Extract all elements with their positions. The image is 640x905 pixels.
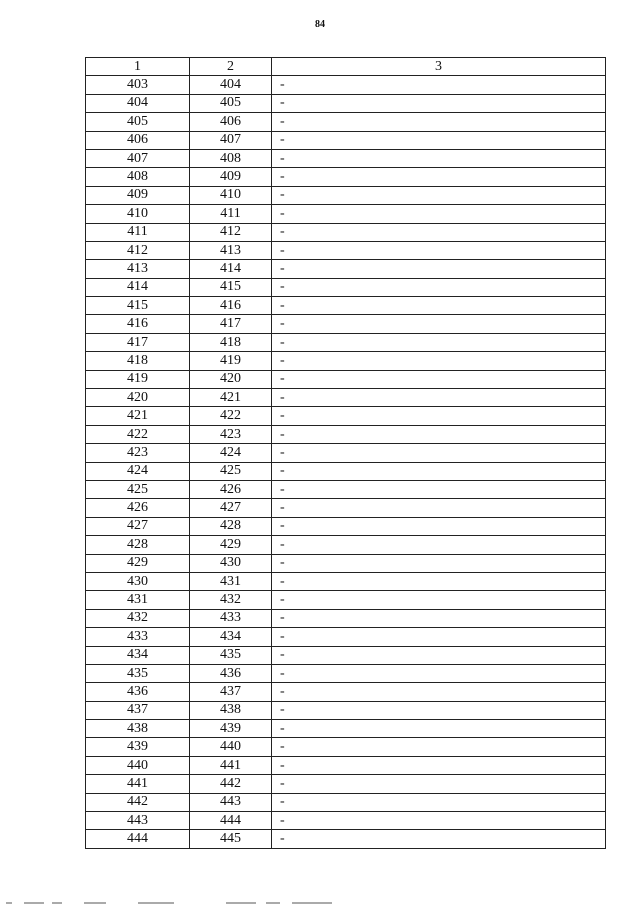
row-col2-cell: 439	[190, 720, 272, 738]
row-col1-cell: 441	[86, 775, 190, 793]
row-col3-cell: -	[272, 830, 606, 848]
row-col2-cell: 413	[190, 241, 272, 259]
row-col3-cell: -	[272, 260, 606, 278]
row-col1-cell: 435	[86, 664, 190, 682]
row-col1-cell: 438	[86, 720, 190, 738]
table-row	[86, 517, 606, 535]
row-col3-cell: -	[272, 76, 606, 94]
row-col3-cell: -	[272, 664, 606, 682]
row-col2-cell: 417	[190, 315, 272, 333]
table-row	[86, 444, 606, 462]
table-row	[86, 664, 606, 682]
row-col2-cell: 442	[190, 775, 272, 793]
row-col3-cell: -	[272, 756, 606, 774]
table-row	[86, 94, 606, 112]
row-col2-cell: 445	[190, 830, 272, 848]
table-row	[86, 389, 606, 407]
table-row	[86, 241, 606, 259]
row-col3-cell: -	[272, 646, 606, 664]
table-header-row	[86, 58, 606, 76]
row-col1-cell: 412	[86, 241, 190, 259]
table-row	[86, 499, 606, 517]
row-col3-cell: -	[272, 94, 606, 112]
row-col1-cell: 409	[86, 186, 190, 204]
column-header-1: 1	[86, 58, 190, 76]
table-row	[86, 205, 606, 223]
table-row	[86, 223, 606, 241]
row-col3-cell: -	[272, 628, 606, 646]
row-col3-cell: -	[272, 517, 606, 535]
table-row	[86, 297, 606, 315]
row-col2-cell: 424	[190, 444, 272, 462]
row-col1-cell: 440	[86, 756, 190, 774]
row-col1-cell: 436	[86, 683, 190, 701]
row-col3-cell: -	[272, 205, 606, 223]
table-row	[86, 701, 606, 719]
table-row	[86, 683, 606, 701]
row-col1-cell: 414	[86, 278, 190, 296]
row-col3-cell: -	[272, 223, 606, 241]
row-col3-cell: -	[272, 572, 606, 590]
row-col3-cell: -	[272, 315, 606, 333]
row-col1-cell: 430	[86, 572, 190, 590]
row-col3-cell: -	[272, 591, 606, 609]
row-col2-cell: 421	[190, 389, 272, 407]
row-col2-cell: 425	[190, 462, 272, 480]
row-col1-cell: 422	[86, 425, 190, 443]
row-col2-cell: 435	[190, 646, 272, 664]
row-col2-cell: 436	[190, 664, 272, 682]
table-row	[86, 572, 606, 590]
row-col1-cell: 425	[86, 480, 190, 498]
row-col1-cell: 420	[86, 389, 190, 407]
row-col2-cell: 438	[190, 701, 272, 719]
row-col1-cell: 413	[86, 260, 190, 278]
row-col2-cell: 409	[190, 168, 272, 186]
column-header-2: 2	[190, 58, 272, 76]
row-col2-cell: 418	[190, 333, 272, 351]
row-col2-cell: 443	[190, 793, 272, 811]
table-row	[86, 333, 606, 351]
row-col1-cell: 404	[86, 94, 190, 112]
row-col3-cell: -	[272, 425, 606, 443]
row-col1-cell: 442	[86, 793, 190, 811]
row-col3-cell: -	[272, 738, 606, 756]
row-col3-cell: -	[272, 793, 606, 811]
row-col2-cell: 416	[190, 297, 272, 315]
data-table	[85, 57, 606, 849]
row-col1-cell: 403	[86, 76, 190, 94]
row-col3-cell: -	[272, 701, 606, 719]
table-row	[86, 628, 606, 646]
row-col1-cell: 444	[86, 830, 190, 848]
table-row	[86, 536, 606, 554]
row-col3-cell: -	[272, 720, 606, 738]
table-row	[86, 812, 606, 830]
row-col2-cell: 407	[190, 131, 272, 149]
row-col3-cell: -	[272, 609, 606, 627]
table-row	[86, 370, 606, 388]
row-col2-cell: 406	[190, 113, 272, 131]
row-col1-cell: 434	[86, 646, 190, 664]
row-col3-cell: -	[272, 775, 606, 793]
row-col1-cell: 437	[86, 701, 190, 719]
table-row	[86, 425, 606, 443]
table-row	[86, 609, 606, 627]
row-col3-cell: -	[272, 554, 606, 572]
table-row	[86, 168, 606, 186]
row-col1-cell: 431	[86, 591, 190, 609]
row-col3-cell: -	[272, 131, 606, 149]
row-col1-cell: 419	[86, 370, 190, 388]
table-row	[86, 554, 606, 572]
row-col1-cell: 417	[86, 333, 190, 351]
row-col2-cell: 420	[190, 370, 272, 388]
row-col1-cell: 421	[86, 407, 190, 425]
table-row	[86, 720, 606, 738]
row-col2-cell: 428	[190, 517, 272, 535]
table-row	[86, 315, 606, 333]
scan-artifact	[0, 899, 640, 905]
table-row	[86, 186, 606, 204]
row-col2-cell: 426	[190, 480, 272, 498]
row-col3-cell: -	[272, 407, 606, 425]
row-col2-cell: 430	[190, 554, 272, 572]
row-col1-cell: 407	[86, 149, 190, 167]
row-col3-cell: -	[272, 499, 606, 517]
row-col1-cell: 408	[86, 168, 190, 186]
row-col2-cell: 412	[190, 223, 272, 241]
row-col2-cell: 444	[190, 812, 272, 830]
row-col3-cell: -	[272, 389, 606, 407]
row-col1-cell: 423	[86, 444, 190, 462]
row-col2-cell: 415	[190, 278, 272, 296]
column-header-3: 3	[272, 58, 606, 76]
row-col3-cell: -	[272, 536, 606, 554]
row-col1-cell: 418	[86, 352, 190, 370]
row-col2-cell: 434	[190, 628, 272, 646]
row-col3-cell: -	[272, 370, 606, 388]
row-col3-cell: -	[272, 149, 606, 167]
row-col1-cell: 443	[86, 812, 190, 830]
row-col2-cell: 422	[190, 407, 272, 425]
row-col2-cell: 431	[190, 572, 272, 590]
row-col1-cell: 410	[86, 205, 190, 223]
row-col1-cell: 433	[86, 628, 190, 646]
row-col3-cell: -	[272, 480, 606, 498]
row-col2-cell: 441	[190, 756, 272, 774]
row-col3-cell: -	[272, 186, 606, 204]
row-col1-cell: 429	[86, 554, 190, 572]
row-col3-cell: -	[272, 462, 606, 480]
row-col3-cell: -	[272, 278, 606, 296]
row-col3-cell: -	[272, 241, 606, 259]
row-col2-cell: 404	[190, 76, 272, 94]
table-row	[86, 352, 606, 370]
row-col1-cell: 439	[86, 738, 190, 756]
row-col3-cell: -	[272, 444, 606, 462]
row-col2-cell: 427	[190, 499, 272, 517]
row-col2-cell: 408	[190, 149, 272, 167]
row-col2-cell: 432	[190, 591, 272, 609]
table-row	[86, 76, 606, 94]
row-col1-cell: 406	[86, 131, 190, 149]
row-col1-cell: 428	[86, 536, 190, 554]
row-col2-cell: 423	[190, 425, 272, 443]
table-row	[86, 113, 606, 131]
row-col2-cell: 433	[190, 609, 272, 627]
row-col1-cell: 411	[86, 223, 190, 241]
row-col3-cell: -	[272, 297, 606, 315]
table-row	[86, 591, 606, 609]
row-col1-cell: 415	[86, 297, 190, 315]
row-col1-cell: 405	[86, 113, 190, 131]
table-row	[86, 278, 606, 296]
table-row	[86, 756, 606, 774]
row-col2-cell: 410	[190, 186, 272, 204]
table-row	[86, 149, 606, 167]
row-col3-cell: -	[272, 113, 606, 131]
table-body	[86, 76, 606, 848]
row-col2-cell: 429	[190, 536, 272, 554]
table-row	[86, 738, 606, 756]
row-col1-cell: 424	[86, 462, 190, 480]
row-col3-cell: -	[272, 168, 606, 186]
row-col3-cell: -	[272, 352, 606, 370]
table-row	[86, 407, 606, 425]
row-col2-cell: 437	[190, 683, 272, 701]
table-row	[86, 480, 606, 498]
table-row	[86, 775, 606, 793]
row-col2-cell: 411	[190, 205, 272, 223]
page-number: 84	[315, 19, 325, 30]
row-col1-cell: 426	[86, 499, 190, 517]
row-col2-cell: 405	[190, 94, 272, 112]
table-row	[86, 830, 606, 848]
row-col2-cell: 419	[190, 352, 272, 370]
table-row	[86, 260, 606, 278]
row-col2-cell: 414	[190, 260, 272, 278]
row-col1-cell: 416	[86, 315, 190, 333]
table-row	[86, 131, 606, 149]
table-row	[86, 793, 606, 811]
row-col3-cell: -	[272, 683, 606, 701]
row-col1-cell: 427	[86, 517, 190, 535]
row-col3-cell: -	[272, 333, 606, 351]
row-col1-cell: 432	[86, 609, 190, 627]
row-col3-cell: -	[272, 812, 606, 830]
row-col2-cell: 440	[190, 738, 272, 756]
table-row	[86, 462, 606, 480]
table-row	[86, 646, 606, 664]
